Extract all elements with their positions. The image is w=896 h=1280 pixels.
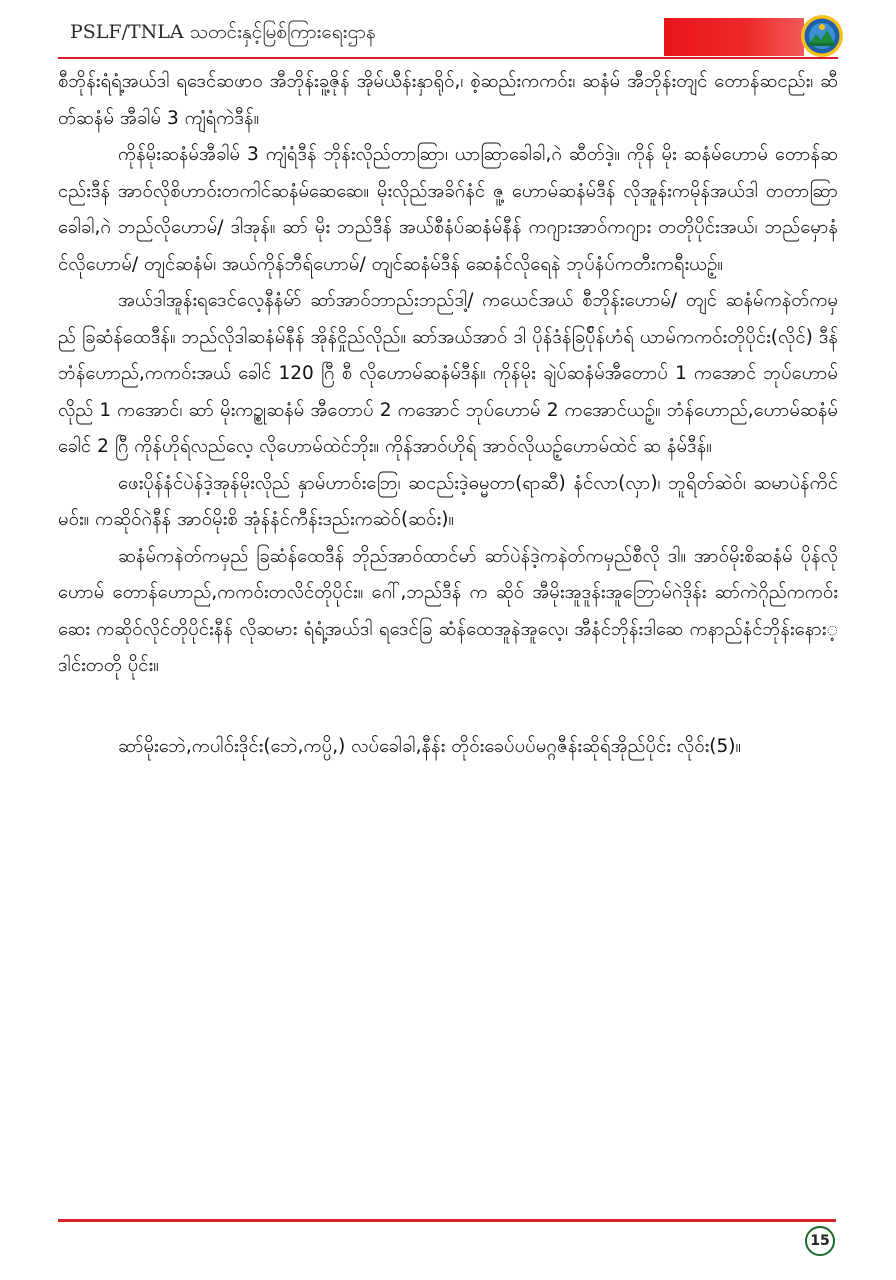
paragraph-4: ဖေးပိုန်နံင်ပဲန်ဒဲ့အုန်မိုးလိုည် နှာမ်ဟာဝ်းဘြေ၊ ဆငည်းဒဲ့ဓမ္မတာ(ရာဆီ) နံင်လာ(လှာ)၊ ဘူရိတ်ဆဲဝ်၊ ဆမာပဲန်ကိင်မဝ်း။ ကဆိုဝ်ဂဲနီန် အာဝ်မိုးစိ အုံန်နံင်ကီန်းဒည်းကဆဲဝ်(ဆဝ်း)။ [58, 472, 838, 530]
organization-seal-icon [800, 14, 844, 58]
paragraph-spacer [58, 685, 838, 729]
header-divider [58, 57, 838, 59]
paragraph-5: ဆနံမ်ကနဲတ်ကမှည် ခြဆံန်ထေဒီန် ဘိုည်အာဝ်ထာင်မာ် ဆာ်ပဲန်ဒဲ့ကနဲတ်ကမှည်စီလို ဒါ။ အာဝ်မိုးစိဆနံမ် ပိုန်လိုဟောမ် တောန်ဟောည်,ကကဝ်းတလိင်တိုပိုင်း။ ဂေါ်,ဘည်ဒီန် က ဆိုဝ် အီမိုးအူဒူန်းအူဘြောမ်ဂဲဒိုန်း ဆာ်ကဲဂိုည်ကကဝ်းဆေး ကဆိုဝ်လိုင်တိုပိုင်းနီန် လိုဆမား ရံရံ့အယ်ဒါ ရဒေင်ခြ ဆံန်ထေအူနဲအူလေ့၊ အီနံင်ဘိုန်းဒါဆေ ကနာည်နံင်ဘိုန်းနေား့ဒါင်းတတို ပိုင်း။ [58, 545, 838, 676]
footer-divider [58, 1219, 836, 1222]
paragraph-2: ကိုန်မိုးဆနံမ်အီခါမ် 3 ကျံရံဒီန် ဘိုန်းလိုည်တာဆြာ၊ ယာဆြာခေါခါ,ဂဲ ဆီတ်ဒဲ့။ ကိုန် မိုး ဆနံမ်ဟောမ် တောန်ဆငည်းဒီန် အာဝ်လိုစိဟာဝ်းတကါင်ဆနံမ်ဆေဆေ။ မိုးလိုည်အခိဂ်နံင် ဇူ့ ဟောမ်ဆနံမ်ဒီန် လိုအူန်းကမိုန်အယ်ဒါ တတာဆြာခေါခါ,ဂဲ ဘည်လိုဟောမ်/ ဒါအုန်။ ဆာ် မိုး ဘည်ဒီန် အယ်စီနံပ်ဆနံမ်နီန် ကဂျားအာဝ်ကဂျား တတိုပိုင်းအယ်၊ ဘည်မှောနံင်လိုဟောမ်/ တျင်ဆနံမ်၊ အယ်ကိုန်ဘီရ်ဟောမ်/ တျင်ဆနံမ်ဒီန် ဆေနံင်လိုရေနဲ ဘုပ်နံပ်ကတီးကရီးယဉ့်။ [58, 144, 838, 275]
paragraph-3: အယ်ဒါအူန်းရဒေင်လေ့နီနံမ်ာ် ဆာ်အာဝ်ဘာည်းဘည်ဒါ့/ ကယေင်အယ် စီဘိုန်းဟောမ်/ တျင် ဆနံမ်ကနဲတ်ကမှည် ခြဆံန်ထေဒီန်။ ဘည်လိုဒါဆနံမ်နီန် အိုန်ငှိုည်လိုည်။ ဆာ်အယ်အာဝ် ဒါ ပိုန်ဒံန်ခြပ်ိုန်ဟံရ် ယာမ်ကကဝ်းတိုပိုင်း(လိုင်) ဒီန် ဘံန်ဟောည်,ကကဝ်းအယ် ခေါင် 120 ဂြီ စီ လိုဟောမ်ဆနံမ်ဒီန်။ ကိုန်မိုး ချဲပ်ဆနံမ်အီတောပ် 1 ကအောင် ဘုပ်ဟောမ်လိုည် 1 ကအောင်၊ ဆာ် မိုးကဉ္စုဆနံမ် အီတောပ် 2 ကအောင် ဘုပ်ဟောမ် 2 ကအောင်ယဉ့်။ ဘံန်ဟောည်,ဟောမ်ဆနံမ် ခေါင် 2 ဂြီ ကိုန်ဟိုရ်လည်လေ့ လိုဟောမ်ထဲင်ဘိုး။ ကိုန်အာဝ်ဟိုရ် အာဝ်လိုယဉ့်ဟောမ်ထဲင် ဆ နံမ်ဒီန်။ [58, 290, 838, 457]
page-header [0, 0, 896, 66]
paragraph-1: စီဘိုန်းရံရံ့အယ်ဒါ ရဒေင်ဆဖာဝ အီဘိုန်းခူ့ဇိုန် အိုမ်ယီန်းနှာရိုဝ်,၊ စဲ့ဆည်းကကဝ်း၊ ဆနံမ် အီဘိုန်းတျင် တောန်ဆငည်း၊ ဆီတ်ဆနံမ် အီခါမ် 3 ကျံရံကဲဒီန်။ [58, 71, 838, 129]
header-accent-bar [664, 18, 804, 56]
header-title: PSLF/TNLA သတင်းနှင့်မြစ်ကြားရေးဌာန [70, 21, 376, 43]
page-number: 15 [805, 1226, 835, 1256]
article-body [58, 64, 838, 765]
paragraph-6: ဆာ်မိုးဘေဲ,ကပါဝ်းဒိုင်း(ဘေဲ,ကပ္ပိ,) လပ်ခေါခါ,နီန်း တိုဝ်းခေပ်ပပ်မဂ္ဂဇီန်းဆိုရ်အိုည်ပိုင်း လိုဝ်း(5)။ [118, 735, 742, 757]
